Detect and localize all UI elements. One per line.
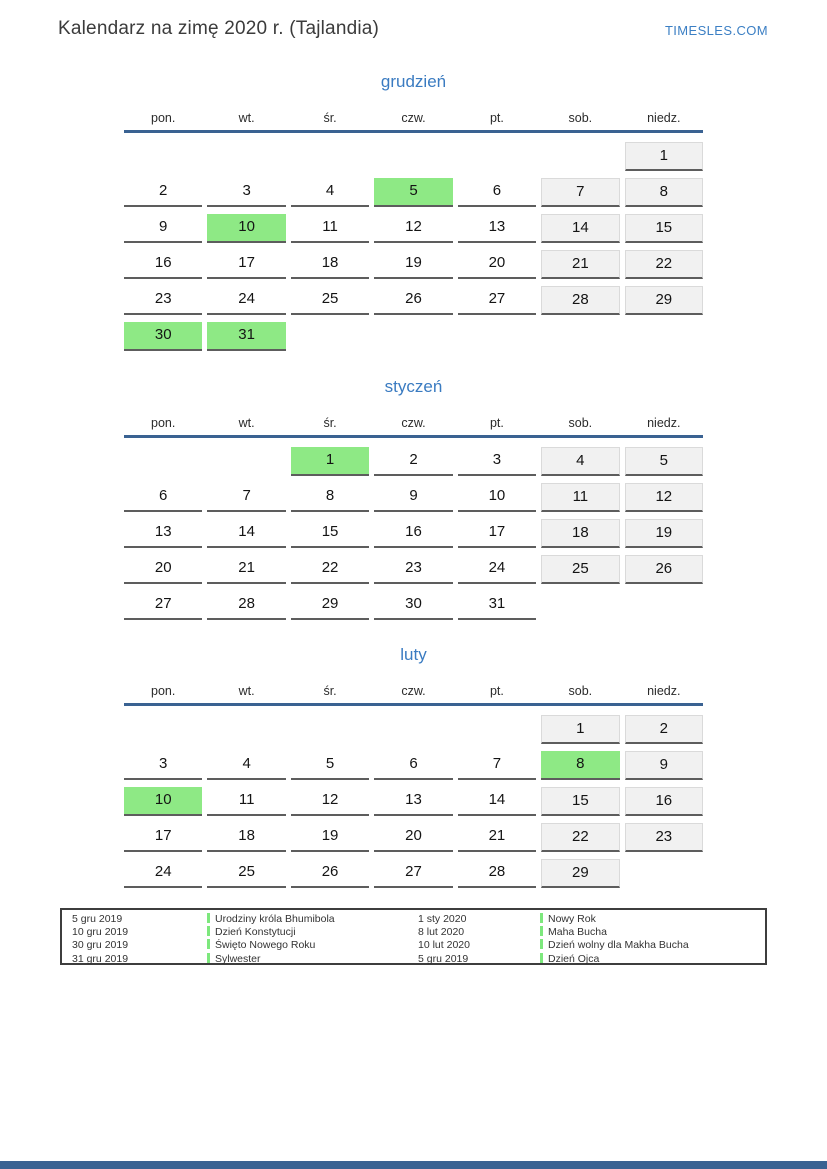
week-row <box>124 322 703 351</box>
legend-holiday-name <box>207 913 418 926</box>
weekday-label: sob. <box>568 416 593 430</box>
week-row <box>124 286 703 315</box>
day-cell-weekend: 15 <box>625 214 703 243</box>
day-cell-weekend: 5 <box>625 447 703 476</box>
day-cell-work: 13 <box>374 787 452 816</box>
week-row <box>124 250 703 279</box>
empty-cell <box>458 322 536 351</box>
empty-cell <box>124 715 202 744</box>
day-cell-weekend: 8 <box>625 178 703 207</box>
day-cell-work: 12 <box>374 214 452 243</box>
day-cell-weekend: 12 <box>625 483 703 512</box>
day-cell-work: 16 <box>124 250 202 279</box>
legend-holiday-label: Dzień Konstytucji <box>215 926 296 939</box>
day-cell-weekend: 21 <box>541 250 619 279</box>
day-cell-work: 4 <box>291 178 369 207</box>
week-row <box>124 859 703 888</box>
empty-cell <box>207 715 285 744</box>
day-cell-work: 23 <box>374 555 452 584</box>
month-title: styczeń <box>384 377 443 396</box>
week-row <box>124 483 703 512</box>
weekday-label: niedz. <box>647 111 681 125</box>
calendar-grid <box>124 447 703 620</box>
empty-cell <box>124 447 202 476</box>
day-cell-holiday: 30 <box>124 322 202 351</box>
legend-holiday-name <box>207 939 418 952</box>
day-cell-holiday: 31 <box>207 322 285 351</box>
footer-bar <box>0 1161 827 1169</box>
week-row <box>124 447 703 476</box>
week-row <box>124 787 703 816</box>
day-cell-work: 22 <box>291 555 369 584</box>
weekday-header-row <box>124 110 703 126</box>
day-cell-weekend: 1 <box>541 715 619 744</box>
header-separator-line <box>124 435 703 438</box>
empty-cell <box>374 142 452 171</box>
day-cell-work: 14 <box>458 787 536 816</box>
legend-date: 30 gru 2019 <box>72 939 129 952</box>
day-cell-work: 11 <box>291 214 369 243</box>
week-row <box>124 142 703 171</box>
day-cell-work: 4 <box>207 751 285 780</box>
day-cell-work: 3 <box>124 751 202 780</box>
weekday-label: pt. <box>489 684 504 698</box>
day-cell-work: 9 <box>124 214 202 243</box>
legend-row <box>72 953 765 966</box>
holiday-legend <box>60 908 767 965</box>
month-title: luty <box>400 645 427 664</box>
weekday-label: śr. <box>323 684 337 698</box>
legend-holiday-name <box>540 926 765 939</box>
week-row <box>124 555 703 584</box>
legend-date: 5 gru 2019 <box>72 913 123 925</box>
empty-cell <box>124 142 202 171</box>
day-cell-work: 18 <box>207 823 285 852</box>
day-cell-work: 23 <box>124 286 202 315</box>
day-cell-work: 7 <box>207 483 285 512</box>
calendar-grid <box>124 142 703 351</box>
day-cell-weekend: 19 <box>625 519 703 548</box>
day-cell-work: 7 <box>458 751 536 780</box>
day-cell-work: 5 <box>291 751 369 780</box>
legend-date: 10 lut 2020 <box>418 939 470 952</box>
day-cell-work: 17 <box>124 823 202 852</box>
header-separator-line <box>124 130 703 133</box>
legend-date: 5 gru 2019 <box>418 952 469 965</box>
day-cell-weekend: 1 <box>625 142 703 171</box>
day-cell-holiday: 1 <box>291 447 369 476</box>
day-cell-weekend: 2 <box>625 715 703 744</box>
weekday-label: sob. <box>568 111 593 125</box>
day-cell-weekend: 28 <box>541 286 619 315</box>
day-cell-work: 29 <box>291 591 369 620</box>
weekday-label: czw. <box>401 684 426 698</box>
weekday-label: pon. <box>151 111 176 125</box>
week-row <box>124 823 703 852</box>
legend-date: 8 lut 2020 <box>418 926 465 939</box>
holiday-marker-icon <box>540 926 543 936</box>
weekday-header-row <box>124 415 703 431</box>
weekday-label: wt. <box>238 416 255 430</box>
day-cell-work: 15 <box>291 519 369 548</box>
weekday-label: pt. <box>489 416 504 430</box>
page-title: Kalendarz na zimę 2020 r. (Tajlandia) <box>58 18 380 39</box>
legend-holiday-label: Sylwester <box>215 952 261 965</box>
day-cell-weekend: 26 <box>625 555 703 584</box>
weekday-label: wt. <box>238 684 255 698</box>
header-separator-line <box>124 703 703 706</box>
day-cell-weekend: 11 <box>541 483 619 512</box>
weekday-label: pon. <box>151 416 176 430</box>
day-cell-work: 2 <box>374 447 452 476</box>
day-cell-work: 28 <box>207 591 285 620</box>
legend-holiday-label: Święto Nowego Roku <box>215 939 316 952</box>
day-cell-holiday: 10 <box>124 787 202 816</box>
weekday-label: pon. <box>151 684 176 698</box>
holiday-marker-icon <box>207 939 210 949</box>
legend-holiday-label: Dzień Ojca <box>548 952 600 965</box>
legend-holiday-name <box>207 926 418 939</box>
weekday-header-row <box>124 683 703 699</box>
day-cell-weekend: 15 <box>541 787 619 816</box>
day-cell-work: 6 <box>124 483 202 512</box>
day-cell-work: 30 <box>374 591 452 620</box>
empty-cell <box>625 322 703 351</box>
day-cell-work: 3 <box>207 178 285 207</box>
day-cell-work: 26 <box>374 286 452 315</box>
day-cell-work: 19 <box>291 823 369 852</box>
legend-holiday-label: Urodziny króla Bhumibola <box>215 913 335 925</box>
day-cell-work: 27 <box>458 286 536 315</box>
weekday-label: czw. <box>401 111 426 125</box>
legend-date: 31 gru 2019 <box>72 952 129 965</box>
weekday-label: wt. <box>238 111 255 125</box>
day-cell-work: 24 <box>458 555 536 584</box>
empty-cell <box>541 142 619 171</box>
day-cell-work: 27 <box>374 859 452 888</box>
day-cell-work: 12 <box>291 787 369 816</box>
empty-cell <box>541 322 619 351</box>
day-cell-weekend: 22 <box>625 250 703 279</box>
holiday-marker-icon <box>540 939 543 949</box>
day-cell-work: 31 <box>458 591 536 620</box>
legend-date: 10 gru 2019 <box>72 926 129 939</box>
weekday-label: sob. <box>568 684 593 698</box>
empty-cell <box>374 322 452 351</box>
weekday-label: śr. <box>323 111 337 125</box>
empty-cell <box>374 715 452 744</box>
empty-cell <box>458 715 536 744</box>
day-cell-holiday: 8 <box>541 751 619 780</box>
day-cell-work: 25 <box>207 859 285 888</box>
holiday-marker-icon <box>207 926 210 936</box>
month-title: grudzień <box>380 72 447 91</box>
day-cell-work: 6 <box>374 751 452 780</box>
legend-holiday-label: Maha Bucha <box>548 926 607 939</box>
weekday-label: czw. <box>401 416 426 430</box>
day-cell-work: 25 <box>291 286 369 315</box>
legend-holiday-label: Dzień wolny dla Makha Bucha <box>548 939 689 952</box>
day-cell-work: 2 <box>124 178 202 207</box>
day-cell-work: 9 <box>374 483 452 512</box>
month-february <box>124 643 703 888</box>
empty-cell <box>207 142 285 171</box>
legend-holiday-name <box>540 953 765 966</box>
day-cell-work: 11 <box>207 787 285 816</box>
day-cell-weekend: 23 <box>625 823 703 852</box>
day-cell-work: 21 <box>207 555 285 584</box>
empty-cell <box>625 859 703 888</box>
day-cell-work: 27 <box>124 591 202 620</box>
week-row <box>124 715 703 744</box>
week-row <box>124 591 703 620</box>
weekday-label: pt. <box>489 111 504 125</box>
day-cell-weekend: 14 <box>541 214 619 243</box>
day-cell-work: 3 <box>458 447 536 476</box>
day-cell-work: 28 <box>458 859 536 888</box>
day-cell-work: 20 <box>458 250 536 279</box>
day-cell-work: 13 <box>124 519 202 548</box>
day-cell-weekend: 25 <box>541 555 619 584</box>
legend-holiday-name <box>207 953 418 966</box>
day-cell-work: 13 <box>458 214 536 243</box>
site-logo-link[interactable]: TIMESLES.COM <box>664 23 768 38</box>
empty-cell <box>291 322 369 351</box>
day-cell-work: 18 <box>291 250 369 279</box>
legend-holiday-name <box>540 913 765 926</box>
holiday-marker-icon <box>540 913 543 923</box>
day-cell-weekend: 4 <box>541 447 619 476</box>
day-cell-work: 21 <box>458 823 536 852</box>
holiday-marker-icon <box>540 953 543 963</box>
day-cell-work: 17 <box>207 250 285 279</box>
week-row <box>124 214 703 243</box>
empty-cell <box>291 142 369 171</box>
day-cell-weekend: 16 <box>625 787 703 816</box>
day-cell-weekend: 9 <box>625 751 703 780</box>
day-cell-holiday: 10 <box>207 214 285 243</box>
holiday-marker-icon <box>207 913 210 923</box>
day-cell-weekend: 18 <box>541 519 619 548</box>
weekday-label: śr. <box>323 416 337 430</box>
legend-row <box>72 913 765 926</box>
day-cell-work: 26 <box>291 859 369 888</box>
day-cell-work: 17 <box>458 519 536 548</box>
day-cell-weekend: 7 <box>541 178 619 207</box>
day-cell-work: 20 <box>374 823 452 852</box>
day-cell-weekend: 22 <box>541 823 619 852</box>
day-cell-work: 8 <box>291 483 369 512</box>
calendar-grid <box>124 715 703 888</box>
legend-row <box>72 926 765 939</box>
day-cell-work: 24 <box>207 286 285 315</box>
day-cell-work: 6 <box>458 178 536 207</box>
day-cell-work: 20 <box>124 555 202 584</box>
week-row <box>124 178 703 207</box>
empty-cell <box>625 591 703 620</box>
day-cell-work: 19 <box>374 250 452 279</box>
legend-holiday-label: Nowy Rok <box>548 913 596 925</box>
legend-holiday-name <box>540 939 765 952</box>
weekday-label: niedz. <box>647 684 681 698</box>
day-cell-work: 16 <box>374 519 452 548</box>
empty-cell <box>291 715 369 744</box>
day-cell-weekend: 29 <box>541 859 619 888</box>
month-december <box>124 70 703 351</box>
day-cell-weekend: 29 <box>625 286 703 315</box>
day-cell-work: 24 <box>124 859 202 888</box>
week-row <box>124 751 703 780</box>
empty-cell <box>541 591 619 620</box>
day-cell-holiday: 5 <box>374 178 452 207</box>
month-january <box>124 375 703 620</box>
legend-date: 1 sty 2020 <box>418 913 467 925</box>
legend-row <box>72 939 765 952</box>
empty-cell <box>458 142 536 171</box>
empty-cell <box>207 447 285 476</box>
day-cell-work: 10 <box>458 483 536 512</box>
holiday-marker-icon <box>207 953 210 963</box>
week-row <box>124 519 703 548</box>
weekday-label: niedz. <box>647 416 681 430</box>
day-cell-work: 14 <box>207 519 285 548</box>
